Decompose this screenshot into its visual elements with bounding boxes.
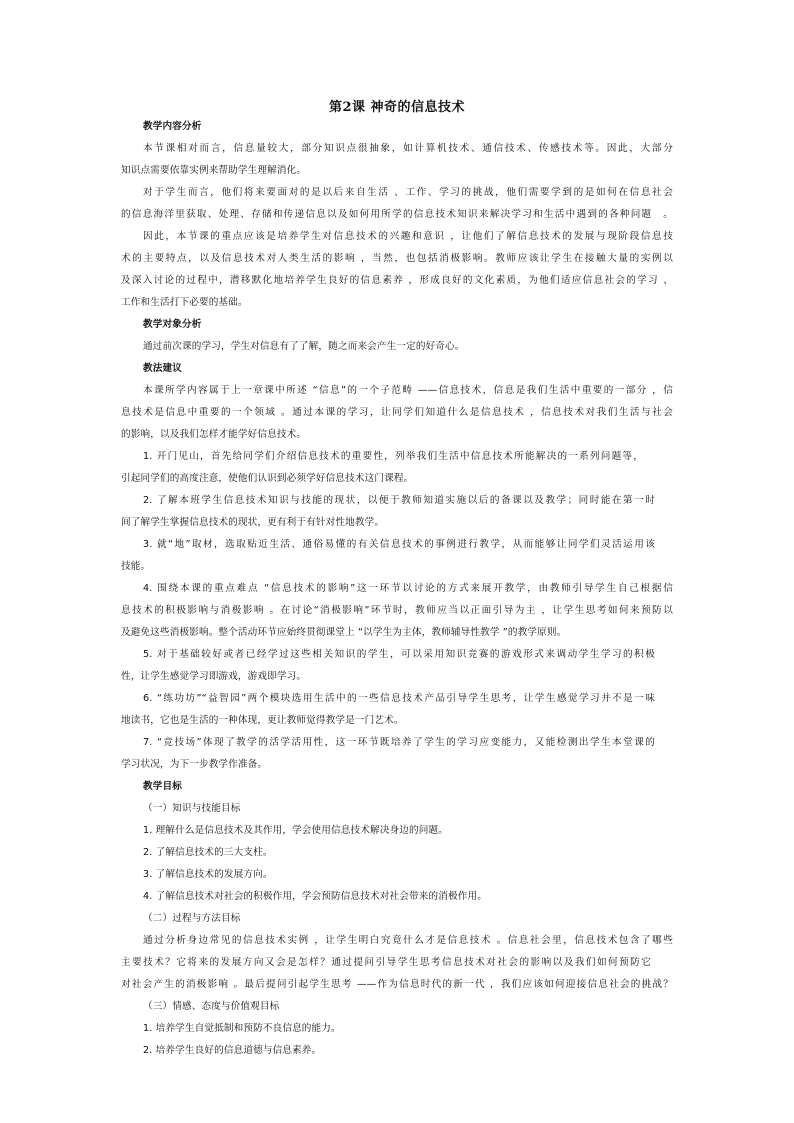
paragraph-line: 工作和生活打下必要的基础。 bbox=[121, 297, 248, 308]
list-item-line: 学习状况，为下一步教学作准备。 bbox=[121, 759, 268, 770]
paragraph-line: 主要技术？它将来的发展方向又会是怎样？通过提问引导学生思考信息技术对社会的影响以及我们如何预防它 bbox=[121, 957, 651, 968]
list-item-line: 引起同学们的高度注意，使他们认识到必须学好信息技术这门课程。 bbox=[121, 473, 414, 484]
list-item-line: 1. 理解什么是信息技术及其作用，学会使用信息技术解决身边的问题。 bbox=[143, 825, 448, 836]
list-item-line: 性，让学生感觉学习即游戏，游戏即学习。 bbox=[121, 671, 307, 682]
paragraph-line: 术的主要特点，以及信息技术对人类生活的影响 ，当然，也包括消极影响。教师应该让学生在接触大量的实例以 bbox=[121, 253, 673, 264]
section-heading-audience-analysis: 教学对象分析 bbox=[143, 319, 202, 330]
paragraph-line: 及深入讨论的过程中，潜移默化地培养学生良好的信息素养 ，形成良好的文化素质，为他们适应信息社会的学习 、 bbox=[121, 275, 673, 286]
section-heading-teaching-objectives: 教学目标 bbox=[143, 781, 182, 792]
subsection-heading: （三）情感、态度与价值观目标 bbox=[143, 1001, 280, 1012]
list-item-line: 2. 了解信息技术的三大支柱。 bbox=[143, 847, 273, 858]
list-item-line: 1. 培养学生自觉抵制和预防不良信息的能力。 bbox=[143, 1023, 341, 1034]
list-item-line: 5. 对于基础较好或者已经学过这些相关知识的学生，可以采用知识竞赛的游戏形式来调动学生学习的积极 bbox=[143, 649, 655, 660]
list-item-line: 4. 围绕本课的重点难点 “信息技术的影响”这一环节以讨论的方式来展开教学，由教师引导学生自己根据信 bbox=[143, 583, 673, 594]
paragraph-line: 本课所学内容属于上一章课中所述 “信息”的一个子范畴 ——信息技术，信息是我们生活中重要的一部分 ，信 bbox=[143, 385, 673, 396]
list-item-line: 3. 就“地”取材，选取贴近生活、通俗易懂的有关信息技术的事例进行教学，从而能够让同学们灵活运用该 bbox=[143, 539, 655, 550]
subsection-heading: （二）过程与方法目标 bbox=[143, 913, 241, 924]
subsection-heading: （一）知识与技能目标 bbox=[143, 803, 241, 814]
paragraph-line: 因此，本节课的重点应该是培养学生对信息技术的兴趣和意识 ，让他们了解信息技术的发展与现阶段信息技 bbox=[143, 231, 673, 242]
paragraph-line: 的信息海洋里获取、处理、存储和传递信息以及如何用所学的信息技术知识来解决学习和生活中遇到的各种问题 。 bbox=[121, 209, 673, 220]
list-item-line: 4. 了解信息技术对社会的积极作用，学会预防信息技术对社会带来的消极作用。 bbox=[143, 891, 487, 902]
section-heading-content-analysis: 教学内容分析 bbox=[143, 121, 202, 132]
list-item-line: 2. 培养学生良好的信息道德与信息素养。 bbox=[143, 1045, 322, 1056]
paragraph-line: 本节课相对而言，信息量较大，部分知识点很抽象，如计算机技术、通信技术、传感技术等。因此，大部分 bbox=[143, 143, 673, 154]
paragraph-line: 对社会产生的消极影响 。最后提问引起学生思考 ——作为信息时代的新一代 ，我们应该如何迎接信息社会的挑战？ bbox=[121, 979, 673, 990]
paragraph-line: 对于学生而言，他们将来要面对的是以后来自生活 、工作、学习的挑战，他们需要学到的是如何在信息社会 bbox=[143, 187, 673, 198]
paragraph-line: 的影响，以及我们怎样才能学好信息技术。 bbox=[121, 429, 307, 440]
list-item-line: 间了解学生掌握信息技术的现状，更有利于有针对性地教学。 bbox=[121, 517, 385, 528]
paragraph-line: 息技术是信息中重要的一个领域 。通过本课的学习，让同学们知道什么是信息技术 ，信息技术对我们生活与社会 bbox=[121, 407, 673, 418]
list-item-line: 地读书，它也是生活的一种体现，更让教师觉得教学是一门艺术。 bbox=[121, 715, 404, 726]
list-item-line: 3. 了解信息技术的发展方向。 bbox=[143, 869, 273, 880]
page-title: 第2课 神奇的信息技术 bbox=[328, 100, 466, 115]
list-item-line: 1. 开门见山，首先给同学们介绍信息技术的重要性，列举我们生活中信息技术所能解决的一系列问题等， bbox=[143, 451, 643, 462]
paragraph-line: 通过前次课的学习，学生对信息有了了解，随之而来会产生一定的好奇心。 bbox=[143, 341, 465, 352]
list-item-line: 及避免这些消极影响。整个活动环节应始终贯彻课堂上 “以学生为主体，教师辅导性教学 ”的教学原则。 bbox=[121, 627, 567, 638]
section-heading-teaching-suggestions: 教法建议 bbox=[143, 363, 182, 374]
list-item-line: 技能。 bbox=[121, 561, 151, 572]
list-item-line: 2. 了解本班学生信息技术知识与技能的现状，以便于教师知道实施以后的备课以及教学；同时能在第一时 bbox=[143, 495, 655, 506]
list-item-line: 6. “练功坊”“益智园”两个模块选用生活中的一些信息技术产品引导学生思考，让学生感觉学习并不是一味 bbox=[143, 693, 655, 704]
list-item-line: 7. “竞技场”体现了教学的活学活用性，这一环节既培养了学生的学习应变能力，又能检测出学生本堂课的 bbox=[143, 737, 655, 748]
paragraph-line: 知识点需要依靠实例来帮助学生理解消化。 bbox=[121, 165, 307, 176]
paragraph-line: 通过分析身边常见的信息技术实例 ，让学生明白究竟什么才是信息技术 。信息社会里，信息技术包含了哪些 bbox=[143, 935, 673, 946]
list-item-line: 息技术的积极影响与消极影响 。在讨论“消极影响”环节时，教师应当以正面引导为主 ，让学生思考如何来预防以 bbox=[121, 605, 673, 616]
